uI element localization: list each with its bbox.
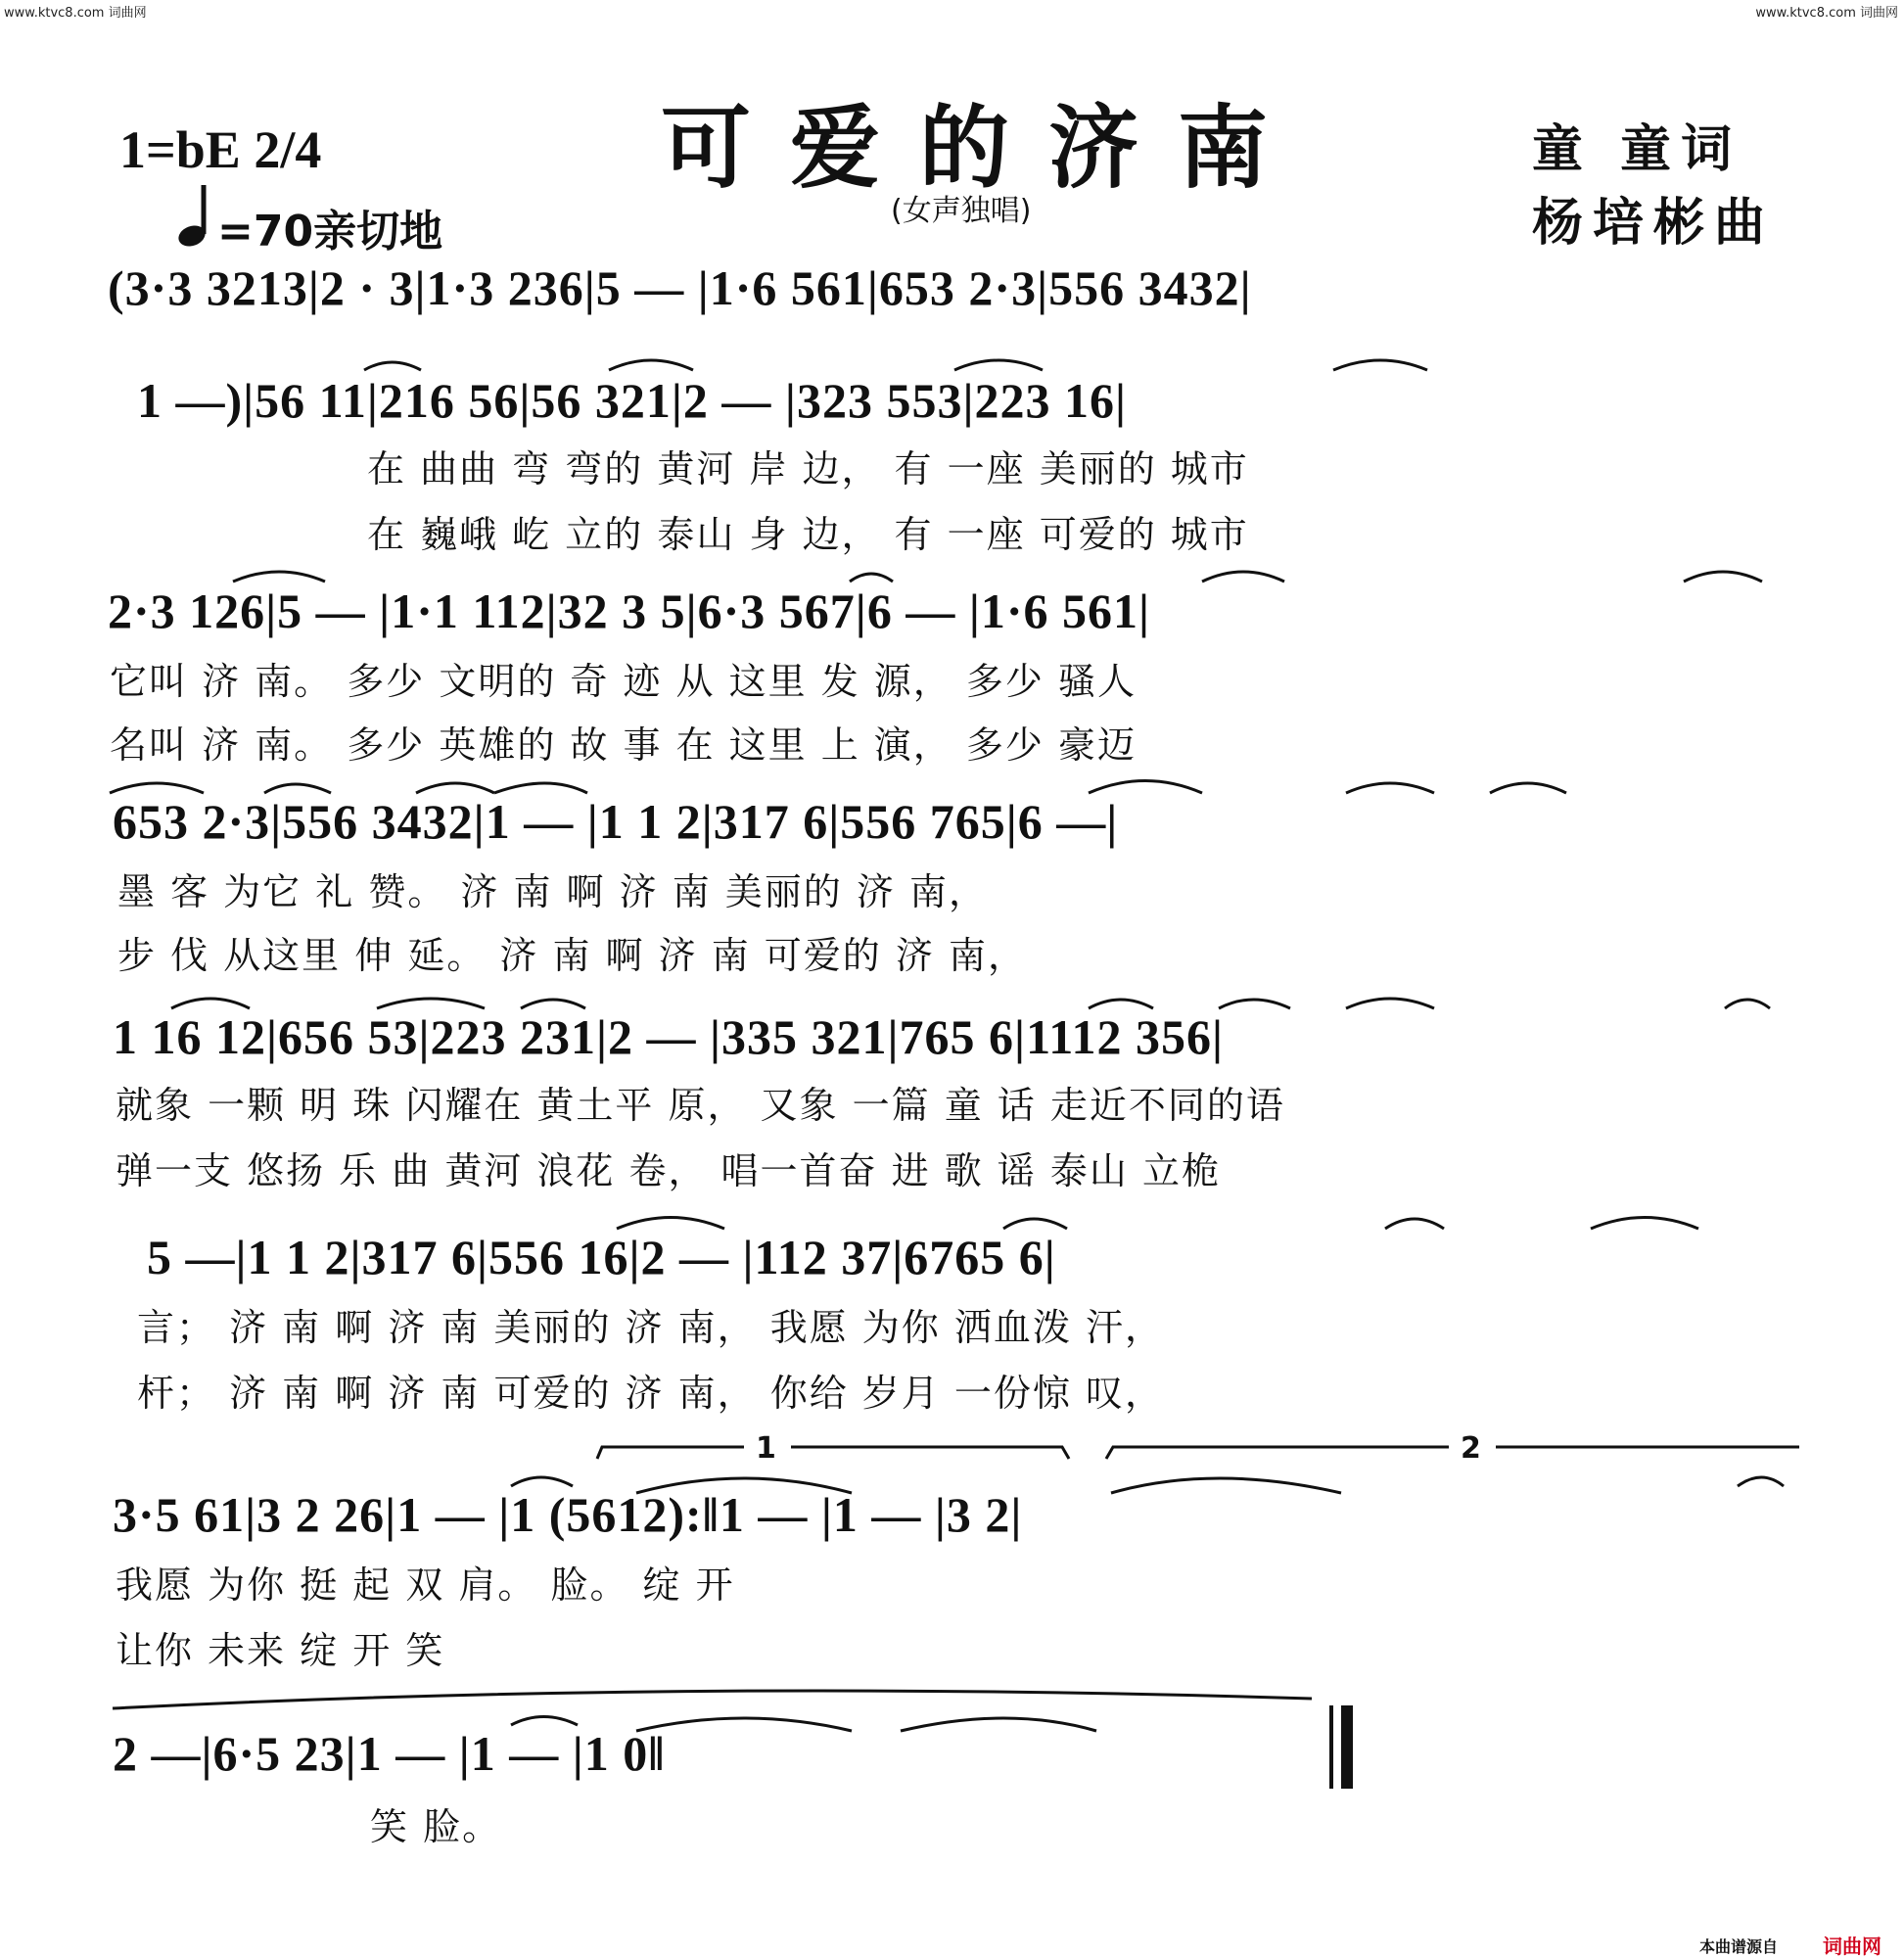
composer-credit: 杨培彬曲 <box>1532 194 1776 253</box>
lyricist-credit: 童 童词 <box>1532 120 1742 179</box>
lyric-row-3-verse-1: 它叫 济 南。 多少 文明的 奇 迹 从 这里 发 源， 多少 骚人 <box>110 660 1137 703</box>
notation-row-6: 5 —|1 1 2|317 6|556 16|2 — |112 37|6765 6| <box>147 1230 1056 1284</box>
notation-row-2: 1 —)|56 11|216 56|56 321|2 — |323 553|223 16| <box>137 373 1127 428</box>
lyric-row-2-verse-1: 在 曲曲 弯 弯的 黄河 岸 边， 有 一座 美丽的 城市 <box>367 447 1249 490</box>
lyric-row-4-verse-2: 步 伐 从这里 伸 延。 济 南 啊 济 南 可爱的 济 南， <box>117 934 1027 977</box>
notation-row-5: 1 16 12|656 53|223 231|2 — |335 321|765 6|1112 356| <box>113 1009 1225 1064</box>
footer-source: 本曲谱源自 <box>1699 1937 1779 1956</box>
watermark-right: www.ktvc8.com 词曲网 <box>1755 6 1898 21</box>
lyric-row-7-verse-1: 我愿 为你 挺 起 双 肩。 脸。 绽 开 <box>116 1563 735 1607</box>
notation-row-3: 2·3 126|5 — |1·1 112|32 3 5|6·3 567|6 — |1·6 561| <box>108 583 1151 638</box>
lyric-row-5-verse-1: 就象 一颗 明 珠 闪耀在 黄土平 原， 又象 一篇 童 话 走近不同的语 <box>116 1084 1285 1127</box>
lyric-row-2-verse-2: 在 巍峨 屹 立的 泰山 身 边， 有 一座 可爱的 城市 <box>367 513 1249 556</box>
notation-row-7: 3·5 61|3 2 26|1 — |1 (5612):‖1 — |1 — |3 2| <box>113 1487 1023 1542</box>
lyric-row-5-verse-2: 弹一支 悠扬 乐 曲 黄河 浪花 卷， 唱一首奋 进 歌 谣 泰山 立桅 <box>116 1149 1221 1192</box>
volta-1-label: 1 <box>756 1431 776 1466</box>
lyric-row-4-verse-1: 墨 客 为它 礼 赞。 济 南 啊 济 南 美丽的 济 南， <box>117 870 988 913</box>
song-title: 可爱的济南 <box>661 95 1308 201</box>
lyric-row-6-verse-1: 言； 济 南 啊 济 南 美丽的 济 南， 我愿 为你 洒血泼 汗， <box>137 1306 1164 1349</box>
site-logo[interactable]: 词曲网 <box>1823 1935 1881 1958</box>
lyric-row-6-verse-2: 杆； 济 南 啊 济 南 可爱的 济 南， 你给 岁月 一份惊 叹， <box>137 1372 1164 1415</box>
volta-2-label: 2 <box>1461 1431 1481 1466</box>
tempo-marking: =70亲切地 <box>217 207 443 257</box>
lyric-row-8: 笑 脸。 <box>370 1805 502 1848</box>
notation-row-1: (3·3 3213|2 · 3|1·3 236|5 — |1·6 561|653 2·3|556 3432| <box>108 260 1252 315</box>
song-subtitle: (女声独唱) <box>891 194 1032 228</box>
notation-row-8: 2 —|6·5 23|1 — |1 — |1 0‖ <box>113 1726 666 1781</box>
watermark-left: www.ktvc8.com 词曲网 <box>4 6 147 21</box>
lyric-row-3-verse-2: 名叫 济 南。 多少 英雄的 故 事 在 这里 上 演， 多少 豪迈 <box>110 723 1137 767</box>
key-signature: 1=bE 2/4 <box>119 120 322 179</box>
notation-row-4: 653 2·3|556 3432|1 — |1 1 2|317 6|556 765|6 —| <box>113 794 1119 849</box>
lyric-row-7-verse-2: 让你 未来 绽 开 笑 <box>116 1629 445 1672</box>
